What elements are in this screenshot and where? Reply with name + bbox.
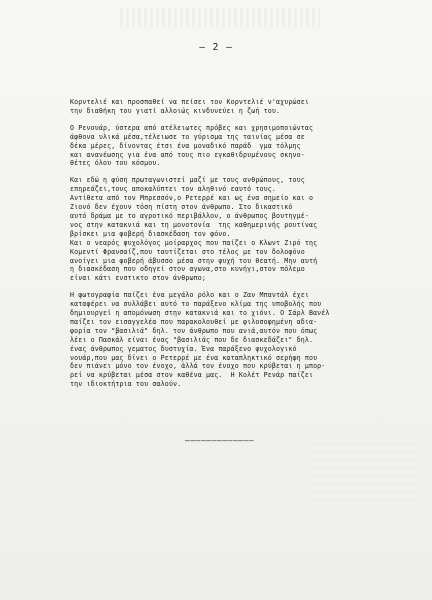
text-line: είναι κάτι ενστικτο στον άνθρωπο; (70, 274, 206, 283)
text-line: ρεί να κρύβεται μέσα στον καθένα μας. Η Κολέτ Ρενάρ παίζει (70, 371, 314, 380)
text-line: δέκα μέρες, δίνοντας έτσι ένα μοναδικό παράδ γμα τόλμης (70, 141, 301, 150)
text-line: βρίσκει μια φοβερή διασκέδαση τον φόνο. (70, 229, 231, 238)
text-line: δεν πιάνει μόνο τον ένοχο, άλλά τον ένοχο που κρύβεται η μπορ- (70, 362, 326, 371)
text-line: νος στην κατακνιά και τη μονοτονία της καθημερινής ρουτίνας (70, 220, 318, 229)
text-line: λέει ο Πασκάλ είναι ένας "βασιλιάς που δε διασκεδάζει" δηλ. (70, 335, 314, 344)
paragraph (70, 98, 420, 116)
text-line: ανοίγει μια φοβερή άβυσσο μέσα στην ψυχή του θεατή. Μην αυτή (70, 256, 318, 265)
text-line: Κορντελιέ και προσπαθεί να πείσει τον Κορντελιέ ν'αχυρώσει (70, 98, 309, 106)
text-line: την ιδιοκτήτρια του σαλούν. (70, 380, 182, 389)
text-line: Και ο νεαρός ψυχολόγος μοίραρχος που παίζει ο Κλωντ Ζιρό της (70, 238, 318, 247)
text-line: Κομεντί Φρανσαίζ,που ταυτίζεται στο τέλος με τον δολοφόνο (70, 247, 305, 256)
show-through-bottom (312, 440, 422, 500)
text-line: καταφέρει να συλλάβει αυτό το παράξενο κλίμα της υποβολής που (70, 300, 322, 309)
paragraph (70, 124, 420, 169)
text-line: Αντίθετα από τον Μπρεσσόν,ο Ρετερρέ και ως ένα σημείο και ο (70, 194, 314, 203)
text-line: άφθονα υλικά μέσα,τέλειωσε το γύρισμα της ταινίας μέσα σε (70, 132, 305, 141)
show-through-top (120, 8, 320, 28)
paragraph (70, 176, 420, 238)
text-line: ένας άνθρωπος γεματος δυστυχία. Ένα παράξενο ψυχολογικό (70, 344, 297, 353)
paragraph (70, 291, 420, 389)
text-line: δημιουργεί η απομόνωση στην κατακνιά και το χιόνι. Ο Σάρλ Βανέλ (70, 309, 330, 318)
text-line: Ζιονό δεν έχουν τόση πίστη στον άνθρωπο. Στο δικαστικό (70, 203, 293, 212)
text-line: φορία τον "βασιλιά" δηλ. τον άνθρωπο που ανιά,αυτόν που όπως (70, 326, 318, 335)
text-line: θέτες όλου του κόσμου. (70, 159, 161, 168)
text-line: η διασκέδαση που οδηγεί στον αγωνα,στο κυνήγι,στον πόλεμο (70, 265, 305, 274)
text-line: και ανανέωσης για ένα από τους πιο εγκαθιδρυμένους σκηνο- (70, 150, 305, 159)
text-line: Και εδώ η φύση πρωταγωνιστεί μαζί με τους ανθρώπους, τους (70, 176, 305, 185)
closing-separator: ————————————— (185, 436, 255, 445)
text-line: την διαθήκη του γιατί αλλοιώς κινδυνεύει η ζωή του. (70, 106, 281, 115)
text-line: επηρεάζει,τους αποκαλύπτει τον αληθινό εαυτό τους. (70, 185, 276, 194)
paragraph (70, 239, 420, 284)
body-text (70, 98, 420, 397)
text-line: Η φωτογραφία παίζει ένα μεγάλο ρόλο και ο Ζαν Μπαντάλ έχει (70, 291, 309, 300)
text-line: Ο Ρενουάρ, ύστερα από ατέλειωτες πρόβες και χρησιμοποιώντας (70, 123, 314, 132)
text-line: αυτό δράμα με το αγροτικό περιβάλλον, ο άνθρωπος βουτηγμέ- (70, 211, 309, 220)
text-line: παίζει τον εισαγγελέα που παρακολουθεί με φιλοσοφημένη αδια- (70, 317, 318, 326)
page-number: — 2 — (199, 42, 233, 53)
text-line: νουάρ,που μας δίνει ο Ρετερρέ με ένα καταπληκτικό σερήφη που (70, 353, 318, 362)
